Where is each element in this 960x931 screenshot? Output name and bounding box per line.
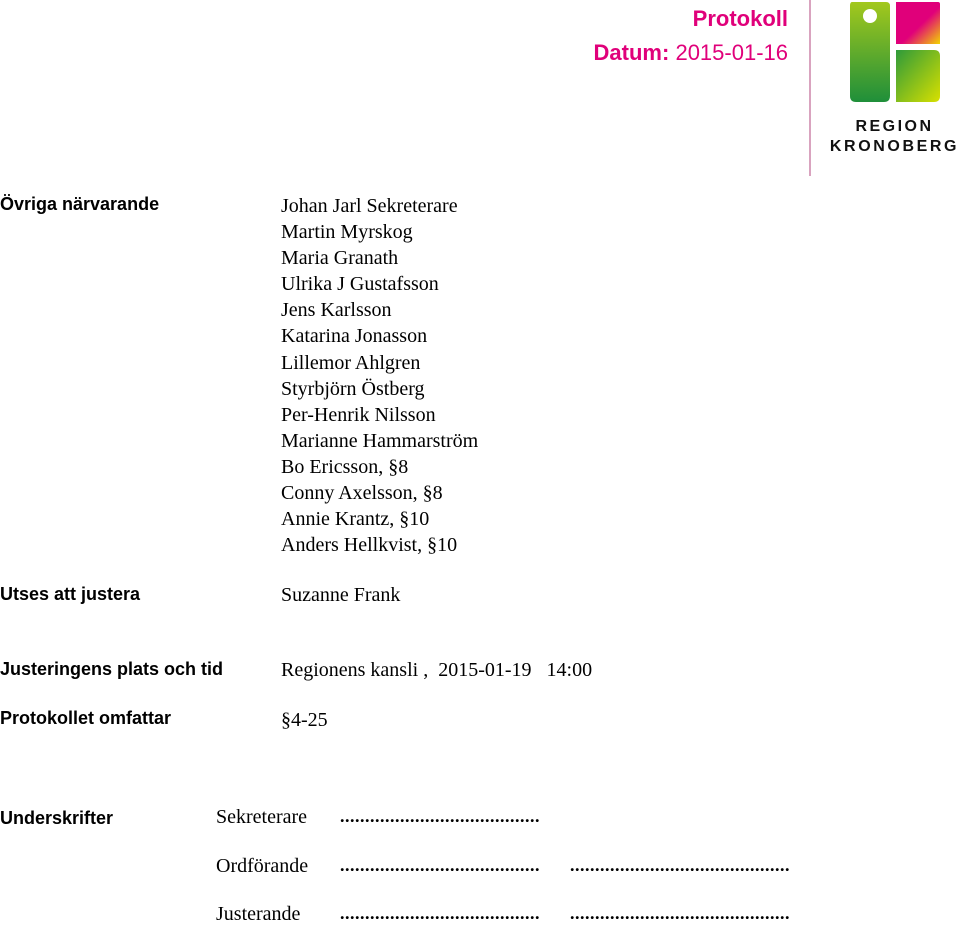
- attendee-name: Jens Karlsson: [281, 299, 392, 322]
- date-value: 2015-01-16: [675, 40, 788, 65]
- logo-line-kronoberg: KRONOBERG: [829, 138, 960, 155]
- document-date: [594, 40, 788, 66]
- attendee-name: Anders Hellkvist, §10: [281, 534, 458, 557]
- signature-line: ............................................: [570, 855, 790, 875]
- header-divider: [809, 0, 811, 176]
- attendee-name: Styrbjörn Östberg: [281, 377, 425, 400]
- signature-role-sekreterare: Sekreterare: [216, 806, 308, 828]
- utses-value: Suzanne Frank: [281, 584, 401, 606]
- document-title: Protokoll: [692, 6, 788, 31]
- signature-line: ............................................: [570, 903, 790, 923]
- logo-wordmark: [829, 117, 960, 157]
- signature-line: ........................................: [340, 806, 540, 826]
- attendee-name: Marianne Hammarström: [281, 429, 479, 452]
- omfattar-value: §4-25: [281, 709, 328, 731]
- region-kronoberg-logo-icon: [846, 0, 942, 106]
- attendee-name: Bo Ericsson, §8: [281, 455, 409, 478]
- signature-line: ........................................: [340, 855, 540, 875]
- attendee-name: Lillemor Ahlgren: [281, 351, 421, 374]
- justering-label: Justeringens plats och tid: [0, 659, 224, 679]
- signature-line: ........................................: [340, 903, 540, 923]
- attendee-name: Maria Granath: [281, 247, 399, 270]
- signature-role-ordforande: Ordförande: [216, 855, 309, 877]
- attendee-name: Katarina Jonasson: [281, 325, 428, 348]
- ovriga-label: Övriga närvarande: [0, 194, 160, 214]
- logo-line-region: REGION: [855, 118, 934, 135]
- attendee-name: Per-Henrik Nilsson: [281, 403, 436, 426]
- omfattar-label: Protokollet omfattar: [0, 708, 172, 728]
- underskrifter-label: Underskrifter: [0, 808, 114, 828]
- attendee-name: Conny Axelsson, §8: [281, 482, 443, 505]
- attendee-list: [281, 193, 478, 558]
- attendee-name: Annie Krantz, §10: [281, 508, 430, 531]
- attendee-name: Johan Jarl Sekreterare: [281, 195, 458, 217]
- justering-value: Regionens kansli , 2015-01-19 14:00: [281, 659, 593, 681]
- attendee-name: Martin Myrskog: [281, 221, 413, 244]
- utses-label: Utses att justera: [0, 584, 141, 604]
- date-label: Datum:: [593, 40, 670, 65]
- signature-role-justerande: Justerande: [216, 903, 301, 925]
- attendee-name: Ulrika J Gustafsson: [281, 273, 439, 296]
